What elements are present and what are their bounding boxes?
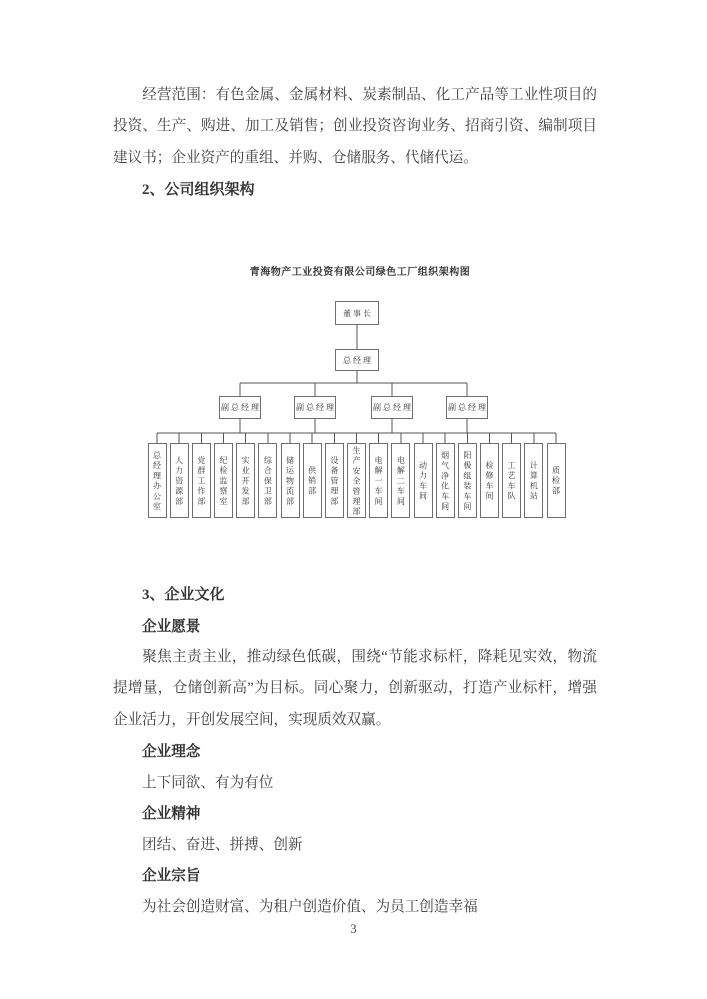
org-node-department-6 [258, 443, 277, 518]
org-node-department-13-label: 动力车间 [418, 461, 428, 502]
section-heading-culture: 3、企业文化 [142, 587, 225, 603]
org-node-chairman [335, 301, 379, 325]
org-node-department-1-label: 总经理办公室 [152, 450, 162, 513]
org-node-department-3-label: 党群工作部 [196, 456, 206, 507]
org-node-department-11-label: 电解一车间 [374, 456, 384, 507]
org-node-department-12 [391, 443, 410, 518]
section-heading-org-structure: 2、公司组织架构 [142, 182, 255, 198]
org-node-department-8 [303, 443, 322, 518]
org-node-department-18 [524, 443, 543, 518]
org-node-department-15-label: 阳极组装车间 [462, 450, 472, 513]
org-node-department-1 [148, 443, 167, 518]
org-chart-title: 青海物产工业投资有限公司绿色工厂组织架构图 [249, 267, 471, 278]
org-node-department-17 [502, 443, 521, 518]
org-node-deputy-gm-1-label: 副总经理 [221, 403, 261, 412]
org-node-general-manager-label: 总经理 [343, 355, 373, 365]
org-node-department-17-label: 工艺车队 [507, 461, 517, 502]
org-node-department-10 [347, 443, 366, 518]
org-node-department-7-label: 储运物流部 [285, 456, 295, 507]
org-node-deputy-gm-3-label: 副总经理 [373, 403, 413, 412]
org-node-general-manager [335, 349, 379, 371]
org-node-department-14 [436, 443, 455, 518]
business-scope-paragraph: 经营范围：有色金属、金属材料、炭素制品、化工产品等工业性项目的投资、生产、购进、加工及销售；创业投资咨询业务、招商引资、编制项目建议书；企业资产的重组、并购、仓储服务、代储代运。 [113, 87, 597, 166]
org-node-department-5-label: 实业开发部 [241, 456, 251, 507]
org-node-department-4 [214, 443, 233, 518]
org-node-department-4-label: 纪检监察室 [219, 456, 228, 507]
org-node-department-13 [414, 443, 433, 518]
culture-spirit-text: 团结、奋进、拼搏、创新 [142, 837, 303, 853]
culture-purpose-title: 企业宗旨 [142, 868, 201, 884]
culture-vision-title: 企业愿景 [142, 619, 201, 635]
org-node-department-15 [458, 443, 477, 518]
culture-purpose-text: 为社会创造财富、为租户创造价值、为员工创造幸福 [142, 899, 478, 915]
culture-philosophy-title: 企业理念 [142, 744, 201, 760]
org-node-department-12-label: 电解二车间 [396, 456, 406, 507]
org-node-department-11 [369, 443, 388, 518]
org-node-deputy-gm-2-label: 副总经理 [296, 403, 336, 412]
org-node-department-18-label: 计算机站 [529, 461, 539, 502]
org-node-department-5 [236, 443, 255, 518]
org-node-department-19 [547, 443, 566, 518]
org-node-department-19-label: 质检部 [551, 466, 561, 497]
culture-philosophy-text: 上下同欲、有为有位 [142, 775, 274, 791]
culture-spirit-title: 企业精神 [142, 806, 201, 822]
org-node-department-16 [480, 443, 499, 518]
org-node-department-6-label: 综合保卫部 [263, 456, 273, 507]
org-node-department-9 [325, 443, 344, 518]
org-node-department-16-label: 检修车间 [485, 461, 494, 502]
org-node-deputy-gm-4-label: 副总经理 [448, 403, 488, 412]
org-node-chairman-label: 董事长 [343, 308, 373, 318]
org-node-deputy-gm-1 [219, 396, 261, 419]
org-node-deputy-gm-2 [294, 396, 336, 419]
org-node-department-14-label: 烟气净化车间 [440, 450, 450, 513]
org-node-deputy-gm-3 [371, 396, 413, 419]
org-node-department-9-label: 设备管理部 [329, 456, 339, 507]
org-node-department-10-label: 生产安全管理部 [352, 445, 361, 518]
org-node-department-2 [170, 443, 189, 518]
culture-vision-text: 聚焦主责主业，推动绿色低碳，围绕“节能求标杆，降耗见实效，物流提增量，仓储创新高”为目标。同心聚力，创新驱动，打造产业标杆，增强企业活力，开创发展空间，实现质效双赢。 [113, 649, 597, 728]
page-number: 3 [350, 922, 357, 936]
org-node-deputy-gm-4 [446, 396, 488, 419]
org-node-department-8-label: 供销部 [307, 466, 317, 497]
org-node-department-2-label: 人力资源部 [174, 456, 184, 507]
org-node-department-7 [281, 443, 300, 518]
org-node-department-3 [192, 443, 211, 518]
